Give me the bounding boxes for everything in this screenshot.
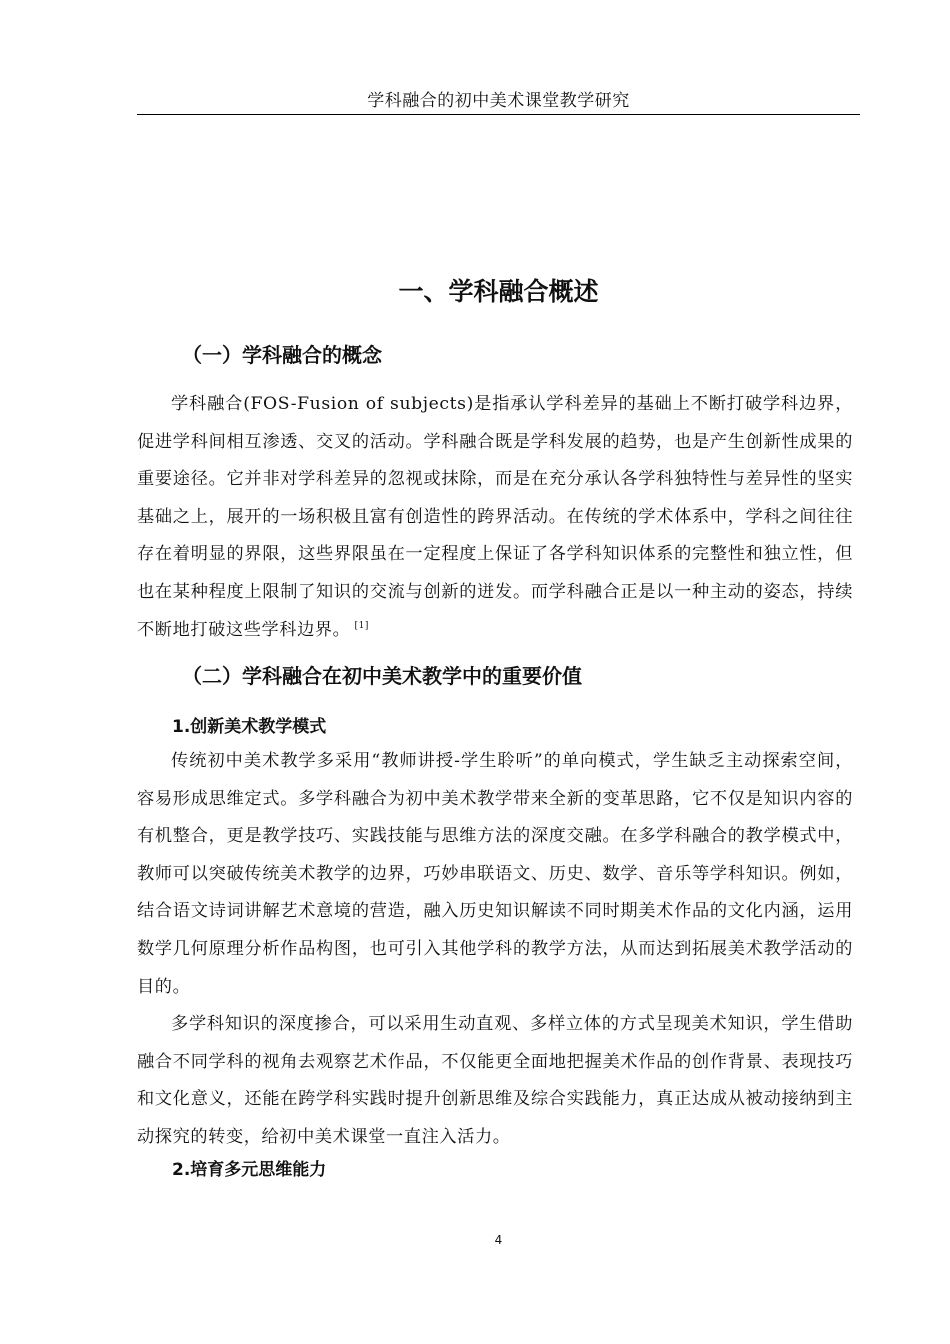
section-heading-value: （二）学科融合在初中美术教学中的重要价值 xyxy=(182,664,582,688)
paragraph-teaching-mode-1: 传统初中美术教学多采用“教师讲授-学生聆听”的单向模式，学生缺乏主动探索空间，容易形成思维定式。多学科融合为初中美术教学带来全新的变革思路，它不仅是知识内容的有机整合，更是教学技巧、实践技能与思维方法的深度交融。在多学科融合的教学模式中，教师可以突破传统美术教学的边界，巧妙串联语文、历史、数学、音乐等学科知识。例如，结合语文诗词讲解艺术意境的营造，融入历史知识解读不同时期美术作品的文化内涵，运用数学几何原理分析作品构图，也可引入其他学科的教学方法，从而达到拓展美术教学活动的目的。 xyxy=(137,751,853,997)
page-number: 4 xyxy=(494,1233,503,1247)
subsection-heading-thinking: 2.培育多元思维能力 xyxy=(172,1160,327,1180)
header-rule xyxy=(137,114,860,115)
section-heading-concept: （一）学科融合的概念 xyxy=(182,343,382,367)
citation-ref: [1] xyxy=(354,620,370,631)
subsection-heading-teaching-mode: 1.创新美术教学模式 xyxy=(172,717,327,737)
paragraph-concept xyxy=(137,386,853,649)
running-header-title: 学科融合的初中美术课堂教学研究 xyxy=(367,91,630,111)
paragraph-teaching-mode-2: 多学科知识的深度掺合，可以采用生动直观、多样立体的方式呈现美术知识，学生借助融合不同学科的视角去观察艺术作品，不仅能更全面地把握美术作品的创作背景、表现技巧和文化意义，还能在跨学科实践时提升创新思维及综合实践能力，真正达成从被动接纳到主动探究的转变，给初中美术课堂一直注入活力。 xyxy=(137,1014,853,1147)
chapter-title: 一、学科融合概述 xyxy=(398,277,599,306)
paragraph-concept-text: 学科融合(FOS-Fusion of subjects)是指承认学科差异的基础上不断打破学科边界，促进学科间相互渗透、交叉的活动。学科融合既是学科发展的趋势，也是产生创新性成果的重要途径。它并非对学科差异的忽视或抹除，而是在充分承认各学科独特性与差异性的坚实基础之上，展开的一场积极且富有创造性的跨界活动。在传统的学术体系中，学科之间往往存在着明显的界限，这些界限虽在一定程度上保证了各学科知识体系的完整性和独立性，但也在某种程度上限制了知识的交流与创新的迸发。而学科融合正是以一种主动的姿态，持续不断地打破这些学科边界。 xyxy=(137,394,853,640)
